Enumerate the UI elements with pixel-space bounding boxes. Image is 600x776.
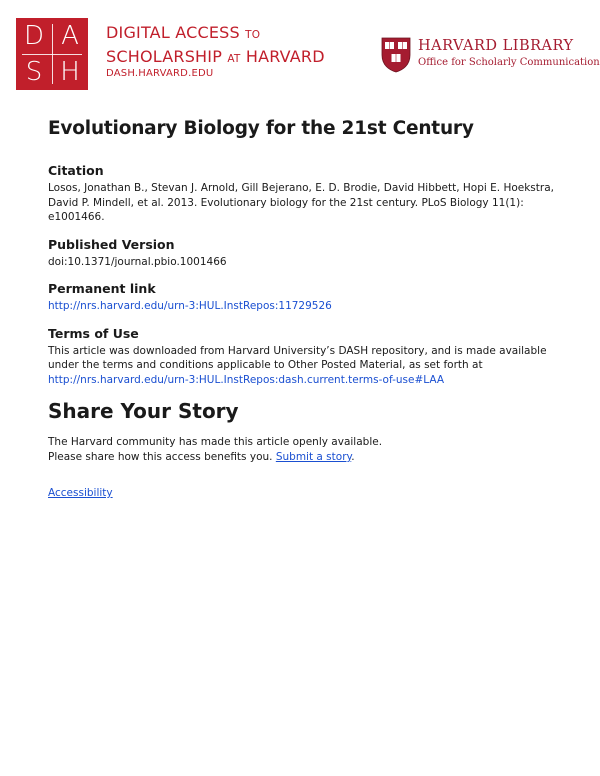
terms-of-use-section [48,326,568,388]
share-line-1: The Harvard community has made this article openly available. [48,436,383,448]
permanent-link-section [48,281,568,314]
accessibility-link[interactable]: Accessibility [48,487,113,499]
dash-logo-letter-d: D [23,21,45,51]
dash-logo[interactable] [16,18,88,90]
dash-title-line1-main: DIGITAL ACCESS [106,23,240,42]
permanent-link-heading: Permanent link [48,281,156,296]
terms-of-use-text: This article was downloaded from Harvard University’s DASH repository, and is made available under the terms and conditions applicable to Other Posted Material, as set forth at [48,344,547,371]
citation-section [48,163,568,225]
logo-divider-horizontal [22,54,82,55]
submit-story-link[interactable]: Submit a story [275,451,352,463]
published-version-doi: doi:10.1371/journal.pbio.1001466 [48,255,227,268]
document-title: Evolutionary Biology for the 21st Century [48,118,474,139]
share-your-story-heading: Share Your Story [48,399,239,423]
share-line-2-suffix: . [351,451,355,463]
dash-title-line2-main: SCHOLARSHIP [106,47,223,66]
harvard-library-office: Office for Scholarly Communication [418,57,600,68]
permanent-link-url[interactable]: http://nrs.harvard.edu/urn-3:HUL.InstRepos:11729526 [48,300,332,312]
share-your-story-body [48,435,568,465]
document-content [48,118,568,500]
permanent-link-body [48,299,568,314]
citation-heading: Citation [48,163,104,178]
dash-title-line1-small: TO [245,29,261,41]
harvard-shield-icon [381,37,411,73]
terms-of-use-link[interactable]: http://nrs.harvard.edu/urn-3:HUL.InstRepos:dash.current.terms-of-use#LAA [48,373,445,386]
dash-logo-letter-a: A [61,21,79,51]
dash-title-line2-end: HARVARD [245,47,325,66]
dash-title-line2-small: AT [227,53,241,65]
published-version-heading: Published Version [48,236,175,252]
dash-title-line1 [106,22,325,46]
dash-logo-letter-s: S [25,57,43,87]
terms-of-use-heading: Terms of Use [48,325,139,341]
dash-url[interactable]: DASH.HARVARD.EDU [106,68,214,79]
share-line-2 [48,450,568,465]
harvard-library-name: HARVARD LIBRARY [418,38,574,54]
published-version-section [48,237,568,270]
terms-of-use-body [48,344,568,388]
dash-title-line2 [106,46,325,70]
share-line-2-prefix: Please share how this access benefits you. [48,451,273,463]
dash-title [106,22,325,70]
dash-logo-letter-h: H [60,57,80,87]
citation-text: Losos, Jonathan B., Stevan J. Arnold, Gill Bejerano, E. D. Brodie, David Hibbett, Hopi E. Hoekstra, David P. Mindell, et al. 2013. Evolutionary biology for the 21st century. PLoS Biology 11(1): e1001466. [48,182,554,223]
